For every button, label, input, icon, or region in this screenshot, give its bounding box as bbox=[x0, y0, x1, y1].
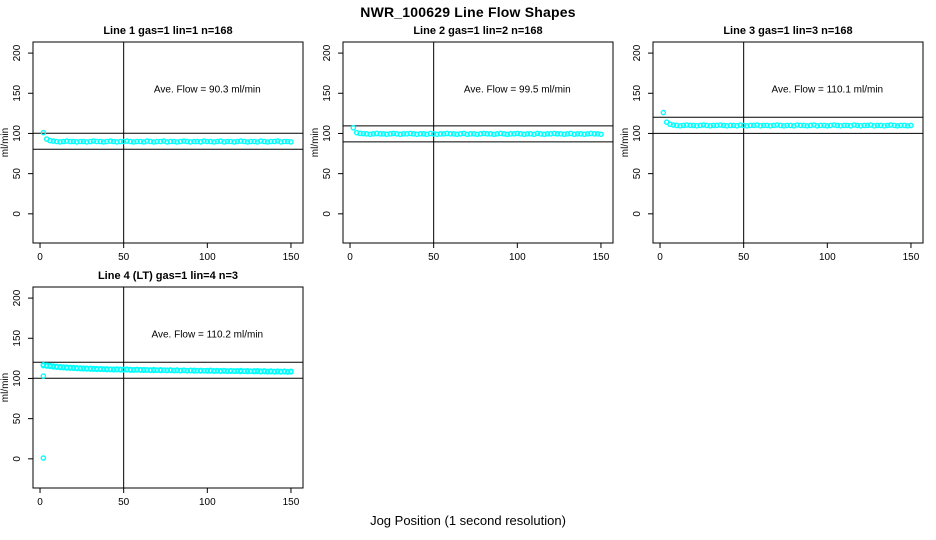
data-point bbox=[909, 123, 913, 127]
chart-svg bbox=[0, 265, 310, 515]
ave-flow-annotation: Ave. Flow = 110.1 ml/min bbox=[771, 84, 884, 96]
y-axis-label: ml/min bbox=[0, 372, 11, 403]
chart-svg bbox=[310, 20, 620, 270]
data-point bbox=[661, 110, 665, 114]
y-tick-label: 200 bbox=[12, 289, 23, 307]
plot-box bbox=[343, 42, 613, 243]
x-axis-label: Jog Position (1 second resolution) bbox=[370, 513, 566, 528]
x-tick-label: 100 bbox=[508, 252, 526, 263]
chart-svg bbox=[620, 20, 930, 270]
y-tick-label: 50 bbox=[322, 168, 333, 180]
x-tick-label: 0 bbox=[347, 252, 353, 263]
y-tick-label: 50 bbox=[12, 168, 23, 180]
y-tick-label: 100 bbox=[12, 125, 23, 142]
data-point bbox=[599, 132, 603, 136]
y-tick-label: 0 bbox=[11, 456, 23, 462]
x-tick-label: 0 bbox=[657, 252, 663, 263]
y-tick-label: 50 bbox=[12, 413, 23, 425]
y-tick-label: 150 bbox=[322, 84, 333, 102]
chart-svg bbox=[0, 20, 310, 270]
y-tick-label: 0 bbox=[11, 211, 23, 217]
y-axis-label: ml/min bbox=[620, 127, 631, 158]
y-tick-label: 100 bbox=[12, 370, 23, 387]
y-tick-label: 150 bbox=[12, 84, 23, 102]
panel-line-3 bbox=[620, 20, 930, 270]
x-tick-label: 0 bbox=[37, 497, 43, 508]
y-tick-label: 0 bbox=[632, 211, 643, 217]
x-tick-label: 150 bbox=[282, 252, 300, 263]
y-tick-label: 150 bbox=[632, 84, 643, 102]
x-tick-label: 50 bbox=[118, 252, 130, 263]
panel-title: Line 1 gas=1 lin=1 n=168 bbox=[103, 25, 233, 37]
points-series-flow bbox=[41, 131, 293, 144]
y-axis-label: ml/min bbox=[310, 127, 321, 158]
ave-flow-annotation: Ave. Flow = 90.3 ml/min bbox=[153, 84, 261, 96]
panel-title: Line 3 gas=1 lin=3 n=168 bbox=[723, 25, 853, 37]
y-tick-label: 100 bbox=[632, 125, 643, 142]
x-tick-label: 150 bbox=[282, 497, 300, 508]
panel-line-2 bbox=[310, 20, 620, 270]
x-tick-label: 100 bbox=[818, 252, 836, 263]
y-tick-label: 100 bbox=[322, 125, 333, 142]
data-point bbox=[289, 370, 293, 374]
data-point bbox=[289, 140, 293, 144]
panel-title: Line 2 gas=1 lin=2 n=168 bbox=[413, 25, 543, 37]
x-tick-label: 50 bbox=[428, 252, 440, 263]
ave-flow-annotation: Ave. Flow = 110.2 ml/min bbox=[151, 329, 264, 341]
y-axis-label: ml/min bbox=[0, 127, 11, 158]
ave-flow-annotation: Ave. Flow = 99.5 ml/min bbox=[463, 84, 571, 96]
outlier-point bbox=[41, 456, 45, 460]
panel-line-1 bbox=[0, 20, 310, 270]
x-tick-label: 50 bbox=[118, 497, 130, 508]
outlier-point bbox=[41, 374, 45, 378]
y-tick-label: 0 bbox=[322, 211, 333, 217]
panel-line-4 bbox=[0, 265, 310, 515]
y-tick-label: 150 bbox=[12, 329, 23, 347]
y-tick-label: 200 bbox=[322, 44, 333, 62]
points-series-flow bbox=[661, 110, 913, 127]
y-tick-label: 200 bbox=[12, 44, 23, 62]
x-tick-label: 100 bbox=[198, 252, 216, 263]
x-tick-label: 50 bbox=[738, 252, 750, 263]
x-tick-label: 100 bbox=[198, 497, 216, 508]
x-tick-label: 0 bbox=[37, 252, 43, 263]
y-tick-label: 200 bbox=[632, 44, 643, 62]
y-tick-label: 50 bbox=[632, 168, 643, 180]
plot-title: NWR_100629 Line Flow Shapes bbox=[360, 4, 576, 20]
panel-title: Line 4 (LT) gas=1 lin=4 n=3 bbox=[97, 270, 239, 282]
plot-box bbox=[33, 287, 303, 488]
x-tick-label: 150 bbox=[592, 252, 610, 263]
x-tick-label: 150 bbox=[902, 252, 920, 263]
plot-box bbox=[653, 42, 923, 243]
data-point bbox=[351, 126, 355, 130]
data-point bbox=[41, 131, 45, 135]
points-series-flow bbox=[351, 126, 603, 137]
